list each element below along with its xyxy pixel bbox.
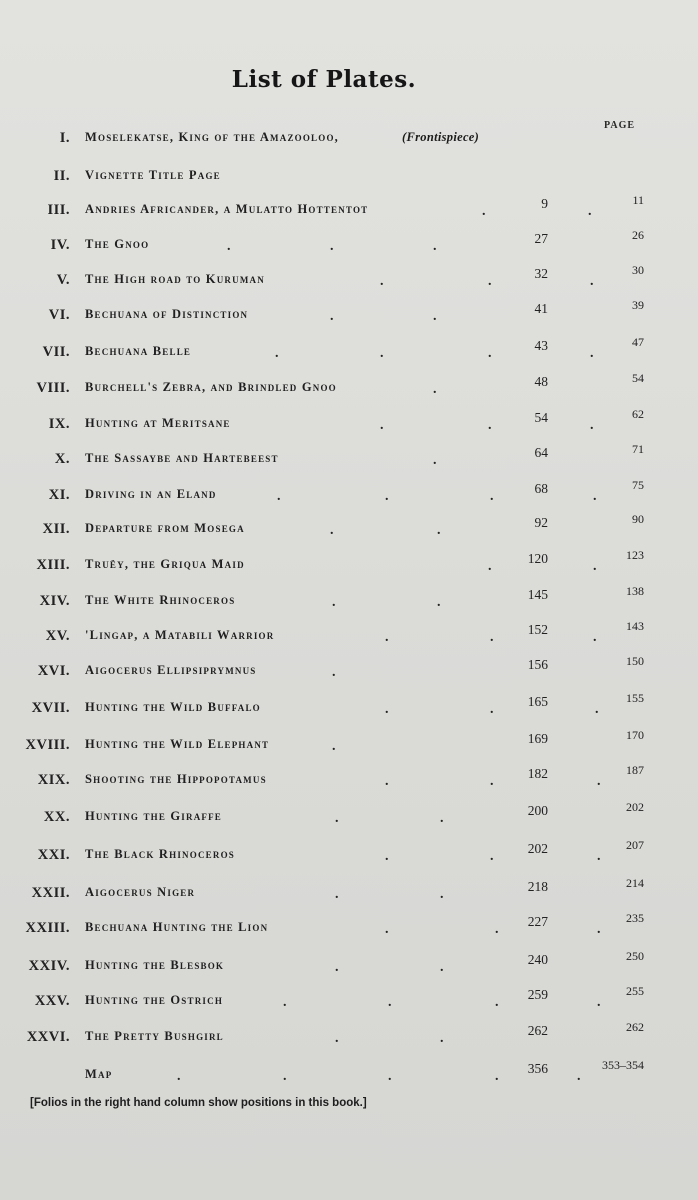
leader-dot: .: [495, 995, 499, 1010]
plate-title: The Pretty Bushgirl: [85, 1029, 224, 1043]
leader-dot: .: [437, 523, 441, 538]
plate-row: [0, 949, 698, 980]
book-position-page-number: 262: [626, 1020, 644, 1034]
book-position-page-number: 155: [626, 691, 644, 705]
plate-number: XVII.: [31, 700, 70, 716]
plate-row: [0, 298, 698, 329]
original-page-number: 64: [534, 445, 548, 460]
plate-row: [0, 800, 698, 831]
plate-row: [0, 763, 698, 794]
leader-dot: .: [388, 995, 392, 1010]
plate-title: The Gnoo: [85, 237, 150, 251]
leader-dot: .: [385, 849, 389, 864]
original-page-number: 32: [534, 266, 548, 281]
plate-row: [0, 228, 698, 259]
leader-dot: .: [437, 595, 441, 610]
book-position-page-number: 75: [632, 478, 644, 492]
leader-dot: .: [335, 811, 339, 826]
plate-row: [0, 130, 698, 152]
leader-dot: .: [385, 630, 389, 645]
plate-title: Hunting the Wild Buffalo: [85, 700, 261, 714]
leader-dot: .: [275, 346, 279, 361]
plate-title: Shooting the Hippopotamus: [85, 772, 267, 786]
original-page-number: 356: [527, 1061, 548, 1076]
page-title: List of Plates.: [231, 66, 417, 93]
leader-dot: .: [577, 1069, 581, 1084]
leader-dot: .: [597, 922, 601, 937]
plate-title: The High road to Kuruman: [85, 272, 265, 286]
book-position-page-number: 150: [626, 654, 644, 668]
leader-dot: .: [433, 453, 437, 468]
leader-dot: .: [597, 774, 601, 789]
original-page-number: 227: [527, 914, 548, 929]
leader-dot: .: [597, 995, 601, 1010]
leader-dot: .: [590, 274, 594, 289]
plate-title: Aigocerus Ellipsiprymnus: [85, 663, 257, 677]
book-position-page-number: 26: [632, 228, 644, 242]
leader-dot: .: [482, 204, 486, 219]
leader-dot: .: [385, 774, 389, 789]
plate-number: XIX.: [37, 772, 70, 788]
plate-number: XV.: [45, 628, 70, 644]
book-position-page-number: 143: [626, 619, 644, 633]
leader-dot: .: [490, 489, 494, 504]
plate-number: VI.: [48, 307, 70, 323]
plate-number: XI.: [48, 487, 70, 503]
leader-dot: .: [595, 702, 599, 717]
plate-number: III.: [47, 202, 70, 218]
leader-dot: .: [385, 489, 389, 504]
original-page-number: 68: [534, 481, 548, 496]
leader-dot: .: [335, 887, 339, 902]
leader-dot: .: [588, 204, 592, 219]
book-position-page-number: 170: [626, 728, 644, 742]
book-position-page-number: 47: [632, 335, 644, 349]
original-page-number: 182: [527, 766, 548, 781]
leader-dot: .: [332, 595, 336, 610]
leader-dot: .: [227, 239, 231, 254]
original-page-number: 120: [527, 551, 548, 566]
plate-number: V.: [56, 272, 70, 288]
plate-row: [0, 984, 698, 1015]
plate-number: XX.: [43, 809, 70, 825]
book-position-page-number: 90: [632, 512, 644, 526]
plate-row: [0, 407, 698, 438]
book-position-page-number: 250: [626, 949, 644, 963]
leader-dot: .: [440, 960, 444, 975]
plate-number: XXIV.: [28, 958, 70, 974]
plate-title: The Sassaybe and Hartebeest: [85, 451, 279, 465]
leader-dot: .: [490, 630, 494, 645]
original-page-number: 48: [534, 374, 548, 389]
leader-dot: .: [385, 702, 389, 717]
original-page-number: 169: [527, 731, 548, 746]
plate-title: Hunting the Ostrich: [85, 993, 224, 1007]
original-page-number: 165: [527, 694, 548, 709]
plate-title: Bechuana of Distinction: [85, 307, 249, 321]
plate-number: XVIII.: [25, 737, 70, 753]
plate-number: IX.: [48, 416, 70, 432]
plate-title: Hunting the Blesbok: [85, 958, 225, 972]
original-page-number: 145: [527, 587, 548, 602]
plate-row: [0, 371, 698, 402]
plate-number: XII.: [42, 521, 70, 537]
leader-dot: .: [330, 523, 334, 538]
leader-dot: .: [593, 559, 597, 574]
plate-number: VII.: [42, 344, 70, 360]
leader-dot: .: [332, 739, 336, 754]
plate-row: [0, 168, 698, 190]
plate-title: Andries Africander, a Mulatto Hottentot: [85, 202, 369, 216]
plate-title: Bechuana Hunting the Lion: [85, 920, 269, 934]
original-page-number: 202: [527, 841, 548, 856]
book-position-page-number: 123: [626, 548, 644, 562]
leader-dot: .: [335, 960, 339, 975]
leader-dot: .: [433, 239, 437, 254]
plate-number: XVI.: [37, 663, 70, 679]
leader-dot: .: [277, 489, 281, 504]
leader-dot: .: [330, 309, 334, 324]
leader-dot: .: [385, 922, 389, 937]
original-page-number: 92: [534, 515, 548, 530]
plate-row: [0, 478, 698, 509]
plate-row: [0, 1020, 698, 1051]
plate-title: Hunting at Meritsane: [85, 416, 231, 430]
plate-number: XIV.: [39, 593, 70, 609]
plate-row: [0, 442, 698, 473]
frontispiece-note: (Frontispiece): [402, 130, 480, 144]
plate-row: [0, 876, 698, 907]
book-position-page-number: 138: [626, 584, 644, 598]
original-page-number: 152: [527, 622, 548, 637]
leader-dot: .: [488, 559, 492, 574]
plate-row: [0, 911, 698, 942]
plate-number: IV.: [50, 237, 70, 253]
leader-dot: .: [380, 274, 384, 289]
plate-title: Bechuana Belle: [85, 344, 192, 358]
leader-dot: .: [433, 382, 437, 397]
leader-dot: .: [283, 1069, 287, 1084]
original-page-number: 262: [527, 1023, 548, 1038]
plate-row: [0, 512, 698, 543]
leader-dot: .: [495, 922, 499, 937]
original-page-number: 156: [527, 657, 548, 672]
leader-dot: .: [488, 346, 492, 361]
leader-dot: .: [332, 665, 336, 680]
plate-number: X.: [54, 451, 70, 467]
original-page-number: 240: [527, 952, 548, 967]
book-position-page-number: 62: [632, 407, 644, 421]
leader-dot: .: [593, 630, 597, 645]
leader-dot: .: [590, 418, 594, 433]
plate-row: [0, 654, 698, 685]
plate-number: XXI.: [37, 847, 70, 863]
plate-row: [0, 691, 698, 722]
original-page-number: 200: [527, 803, 548, 818]
plate-row: [0, 619, 698, 650]
plate-number: XXII.: [31, 885, 70, 901]
leader-dot: .: [488, 274, 492, 289]
plate-row: [0, 193, 698, 224]
footnote: [Folios in the right hand column show positions in this book.]: [30, 1097, 367, 1109]
book-position-page-number: 255: [626, 984, 644, 998]
plate-title: 'Lingap, a Matabili Warrior: [85, 628, 275, 642]
leader-dot: .: [495, 1069, 499, 1084]
plate-title: Driving in an Eland: [85, 487, 217, 501]
plate-row: [0, 548, 698, 579]
leader-dot: .: [433, 309, 437, 324]
book-position-page-number: 71: [632, 442, 644, 456]
original-page-number: 218: [527, 879, 548, 894]
plate-title: Truëy, the Griqua Maid: [85, 557, 245, 571]
book-position-page-number: 235: [626, 911, 644, 925]
page-column-header: PAGE: [604, 120, 636, 131]
plate-number: I.: [59, 130, 70, 146]
leader-dot: .: [330, 239, 334, 254]
leader-dot: .: [593, 489, 597, 504]
plate-title: Aigocerus Niger: [85, 885, 196, 899]
book-position-page-number: 11: [632, 193, 644, 207]
plate-row: [0, 838, 698, 869]
original-page-number: 9: [541, 196, 548, 211]
plate-title: Departure from Mosega: [85, 521, 245, 535]
leader-dot: .: [490, 849, 494, 864]
plate-title: Map: [85, 1067, 113, 1081]
leader-dot: .: [380, 346, 384, 361]
plate-title: The White Rhinoceros: [85, 593, 236, 607]
book-position-page-number: 207: [626, 838, 644, 852]
book-position-page-number: 187: [626, 763, 644, 777]
plate-title: Hunting the Giraffe: [85, 809, 223, 823]
plate-row: [0, 263, 698, 294]
plate-number: XIII.: [36, 557, 70, 573]
leader-dot: .: [488, 418, 492, 433]
leader-dot: .: [440, 811, 444, 826]
plate-title: Vignette Title Page: [85, 168, 221, 182]
leader-dot: .: [590, 346, 594, 361]
book-position-page-number: 39: [632, 298, 644, 312]
leader-dot: .: [440, 887, 444, 902]
leader-dot: .: [335, 1031, 339, 1046]
leader-dot: .: [380, 418, 384, 433]
plate-number: VIII.: [36, 380, 70, 396]
book-position-page-number: 202: [626, 800, 644, 814]
original-page-number: 27: [534, 231, 548, 246]
plate-row: [0, 584, 698, 615]
leader-dot: .: [490, 702, 494, 717]
book-position-page-number: 54: [632, 371, 644, 385]
original-page-number: 43: [534, 338, 548, 353]
plate-number: II.: [53, 168, 70, 184]
plate-number: XXV.: [34, 993, 70, 1009]
leader-dot: .: [177, 1069, 181, 1084]
original-page-number: 54: [534, 410, 548, 425]
leader-dot: .: [597, 849, 601, 864]
leader-dot: .: [388, 1069, 392, 1084]
original-page-number: 259: [527, 987, 548, 1002]
book-position-page-number: 30: [632, 263, 644, 277]
plate-title: Moselekatse, King of the Amazooloo,: [85, 130, 339, 144]
plate-title: The Black Rhinoceros: [85, 847, 235, 861]
book-position-page-number: 353–354: [602, 1058, 644, 1072]
original-page-number: 41: [534, 301, 548, 316]
book-position-page-number: 214: [626, 876, 644, 890]
leader-dot: .: [490, 774, 494, 789]
leader-dot: .: [283, 995, 287, 1010]
plate-row: [0, 728, 698, 759]
leader-dot: .: [440, 1031, 444, 1046]
plate-number: XXIII.: [25, 920, 70, 936]
plate-title: Burchell's Zebra, and Brindled Gnoo: [85, 380, 337, 394]
plate-row: [0, 1058, 698, 1089]
plate-number: XXVI.: [26, 1029, 70, 1045]
plate-title: Hunting the Wild Elephant: [85, 737, 270, 751]
plate-row: [0, 335, 698, 366]
